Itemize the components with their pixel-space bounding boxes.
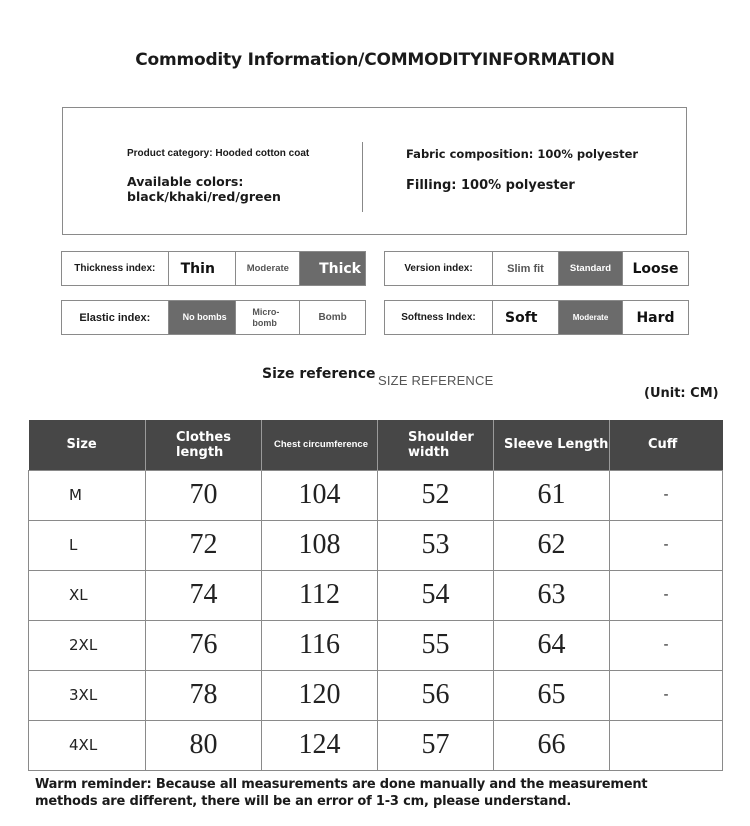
cell-size: L bbox=[29, 520, 146, 570]
elastic-option-micro-bomb: Micro-bomb bbox=[235, 301, 299, 334]
cell-shoulder: 57 bbox=[378, 720, 494, 770]
cell-size: 4XL bbox=[29, 720, 146, 770]
softness-option-hard: Hard bbox=[622, 301, 688, 334]
table-row bbox=[29, 470, 723, 520]
cell-sleeve: 63 bbox=[494, 570, 610, 620]
size-table bbox=[28, 420, 723, 771]
available-colors: Available colors: black/khaki/red/green bbox=[127, 174, 281, 204]
elastic-option-bomb: Bomb bbox=[299, 301, 365, 334]
size-table-header bbox=[29, 420, 723, 470]
cell-size: 3XL bbox=[29, 670, 146, 720]
header-clothes-length: Clothes length bbox=[146, 420, 262, 470]
warm-reminder: Warm reminder: Because all measurements are done manually and the measurement methods are different, there will be an error of 1-3 cm, please understand. bbox=[35, 777, 648, 809]
product-info-box bbox=[62, 107, 687, 235]
table-row bbox=[29, 520, 723, 570]
cell-clothes-length: 74 bbox=[146, 570, 262, 620]
elastic-index-label: Elastic index: bbox=[79, 311, 151, 324]
elastic-option-no-bombs: No bombs bbox=[168, 301, 236, 334]
version-option-loose: Loose bbox=[622, 252, 688, 285]
version-index-label: Version index: bbox=[404, 263, 473, 274]
cell-chest: 116 bbox=[262, 620, 378, 670]
table-row bbox=[29, 720, 723, 770]
cell-cuff: - bbox=[610, 470, 723, 520]
cell-sleeve: 65 bbox=[494, 670, 610, 720]
table-row bbox=[29, 620, 723, 670]
cell-shoulder: 56 bbox=[378, 670, 494, 720]
cell-clothes-length: 70 bbox=[146, 470, 262, 520]
cell-chest: 108 bbox=[262, 520, 378, 570]
cell-size: XL bbox=[29, 570, 146, 620]
filling: Filling: 100% polyester bbox=[406, 178, 575, 193]
cell-chest: 120 bbox=[262, 670, 378, 720]
version-option-standard: Standard bbox=[558, 252, 622, 285]
cell-clothes-length: 76 bbox=[146, 620, 262, 670]
cell-sleeve: 61 bbox=[494, 470, 610, 520]
softness-option-moderate: Moderate bbox=[558, 301, 622, 334]
thickness-index-label: Thickness index: bbox=[74, 263, 156, 274]
thickness-option-moderate: Moderate bbox=[235, 252, 299, 285]
cell-sleeve: 64 bbox=[494, 620, 610, 670]
cell-cuff: - bbox=[610, 670, 723, 720]
cell-size: M bbox=[29, 470, 146, 520]
cell-clothes-length: 72 bbox=[146, 520, 262, 570]
product-category: Product category: Hooded cotton coat bbox=[127, 148, 310, 159]
page-title: Commodity Information/COMMODITYINFORMATION bbox=[135, 50, 615, 70]
cell-shoulder: 53 bbox=[378, 520, 494, 570]
cell-cuff bbox=[610, 720, 723, 770]
header-shoulder-width: Shoulder width bbox=[378, 420, 494, 470]
header-sleeve-length: Sleeve Length bbox=[494, 420, 610, 470]
cell-cuff: - bbox=[610, 520, 723, 570]
cell-shoulder: 55 bbox=[378, 620, 494, 670]
table-row bbox=[29, 570, 723, 620]
cell-chest: 104 bbox=[262, 470, 378, 520]
thickness-option-thin: Thin bbox=[168, 252, 236, 285]
version-option-slim-fit: Slim fit bbox=[492, 252, 558, 285]
cell-cuff: - bbox=[610, 620, 723, 670]
softness-option-soft: Soft bbox=[492, 301, 558, 334]
info-divider bbox=[362, 142, 363, 212]
softness-index-label: Softness Index: bbox=[401, 312, 476, 323]
size-reference-label: Size reference bbox=[262, 366, 376, 382]
version-index bbox=[384, 251, 689, 286]
softness-index bbox=[384, 300, 689, 335]
thickness-option-thick: Thick bbox=[299, 252, 365, 285]
cell-chest: 124 bbox=[262, 720, 378, 770]
fabric-composition: Fabric composition: 100% polyester bbox=[406, 147, 639, 161]
table-row bbox=[29, 670, 723, 720]
cell-sleeve: 62 bbox=[494, 520, 610, 570]
size-reference-en: SIZE REFERENCE bbox=[378, 373, 494, 388]
cell-size: 2XL bbox=[29, 620, 146, 670]
header-size: Size bbox=[29, 420, 146, 470]
header-chest-circumference: Chest circumference bbox=[262, 420, 378, 470]
cell-sleeve: 66 bbox=[494, 720, 610, 770]
cell-shoulder: 54 bbox=[378, 570, 494, 620]
thickness-index bbox=[61, 251, 366, 286]
header-cuff: Cuff bbox=[610, 420, 723, 470]
cell-cuff: - bbox=[610, 570, 723, 620]
cell-clothes-length: 78 bbox=[146, 670, 262, 720]
cell-shoulder: 52 bbox=[378, 470, 494, 520]
cell-chest: 112 bbox=[262, 570, 378, 620]
cell-clothes-length: 80 bbox=[146, 720, 262, 770]
elastic-index bbox=[61, 300, 366, 335]
unit-label: (Unit: CM) bbox=[644, 386, 719, 401]
